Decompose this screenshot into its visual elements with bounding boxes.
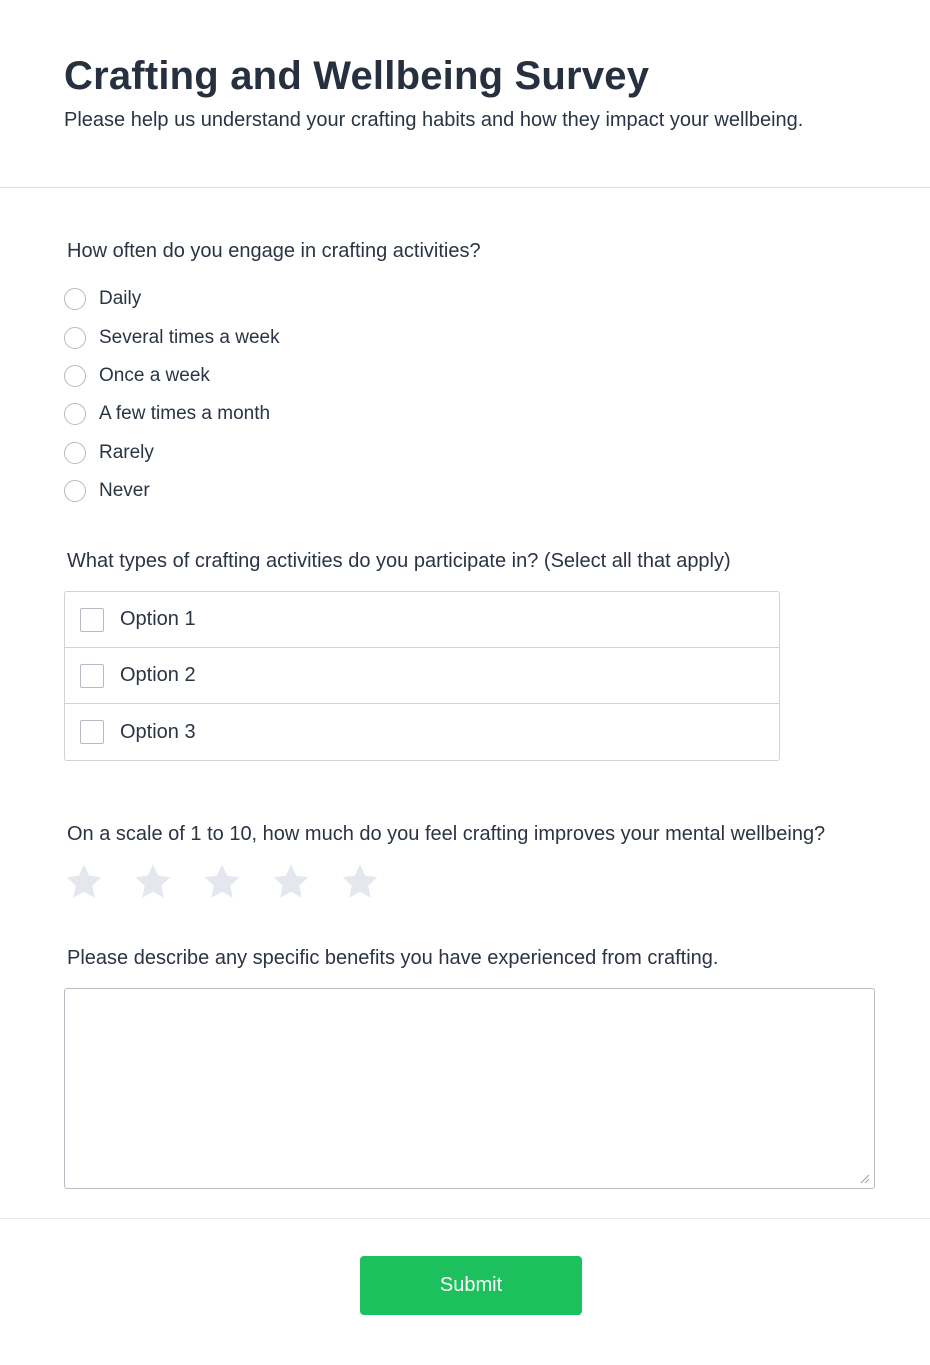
checkbox[interactable]	[80, 720, 104, 744]
question-benefits	[64, 944, 876, 1189]
checkbox-label: Option 2	[120, 664, 196, 686]
checkbox[interactable]	[80, 664, 104, 688]
radio-button[interactable]	[64, 365, 86, 387]
submit-button[interactable]: Submit	[360, 1256, 582, 1315]
page-title: Crafting and Wellbeing Survey	[64, 54, 650, 98]
checkbox-option-1[interactable]	[65, 592, 779, 648]
radio-option-never[interactable]	[64, 472, 884, 510]
question-label: On a scale of 1 to 10, how much do you feel crafting improves your mental wellbeing?	[67, 823, 826, 845]
checkbox-option-3[interactable]	[65, 704, 779, 760]
checkbox-group	[64, 591, 780, 761]
checkbox-label: Option 3	[120, 720, 196, 743]
radio-option-a-few-times-a-month[interactable]	[64, 395, 884, 433]
star-icon[interactable]	[202, 862, 242, 902]
radio-label: Several times a week	[99, 326, 280, 348]
radio-label: Rarely	[99, 441, 154, 463]
star-icon[interactable]	[133, 862, 173, 902]
benefits-textarea[interactable]	[64, 988, 875, 1189]
radio-option-several-times-a-week[interactable]	[64, 318, 884, 356]
checkbox-label: Option 1	[120, 608, 196, 630]
question-wellbeing-rating	[64, 820, 904, 902]
radio-label: Never	[99, 480, 150, 502]
radio-group	[64, 280, 884, 510]
star-icon[interactable]	[340, 862, 380, 902]
question-frequency	[64, 237, 884, 510]
resize-handle-icon[interactable]	[860, 1174, 870, 1184]
star-rating	[64, 862, 904, 902]
footer-divider	[0, 1218, 930, 1219]
radio-label: Once a week	[99, 364, 210, 386]
radio-button[interactable]	[64, 480, 86, 502]
radio-option-once-a-week[interactable]	[64, 357, 884, 395]
radio-label: Daily	[99, 288, 142, 310]
checkbox-option-2[interactable]	[65, 648, 779, 704]
radio-button[interactable]	[64, 442, 86, 464]
survey-header	[0, 0, 930, 188]
question-label: Please describe any specific benefits you have experienced from crafting.	[67, 947, 719, 969]
radio-button[interactable]	[64, 403, 86, 425]
page-subtitle: Please help us understand your crafting habits and how they impact your wellbeing.	[64, 109, 804, 131]
checkbox[interactable]	[80, 608, 104, 632]
radio-label: A few times a month	[99, 403, 271, 425]
question-label: How often do you engage in crafting activities?	[67, 240, 481, 262]
radio-option-daily[interactable]	[64, 280, 884, 318]
star-icon[interactable]	[64, 862, 104, 902]
radio-option-rarely[interactable]	[64, 434, 884, 472]
question-label: What types of crafting activities do you participate in? (Select all that apply)	[67, 550, 731, 572]
radio-button[interactable]	[64, 288, 86, 310]
question-activity-types	[64, 547, 884, 761]
radio-button[interactable]	[64, 327, 86, 349]
star-icon[interactable]	[271, 862, 311, 902]
